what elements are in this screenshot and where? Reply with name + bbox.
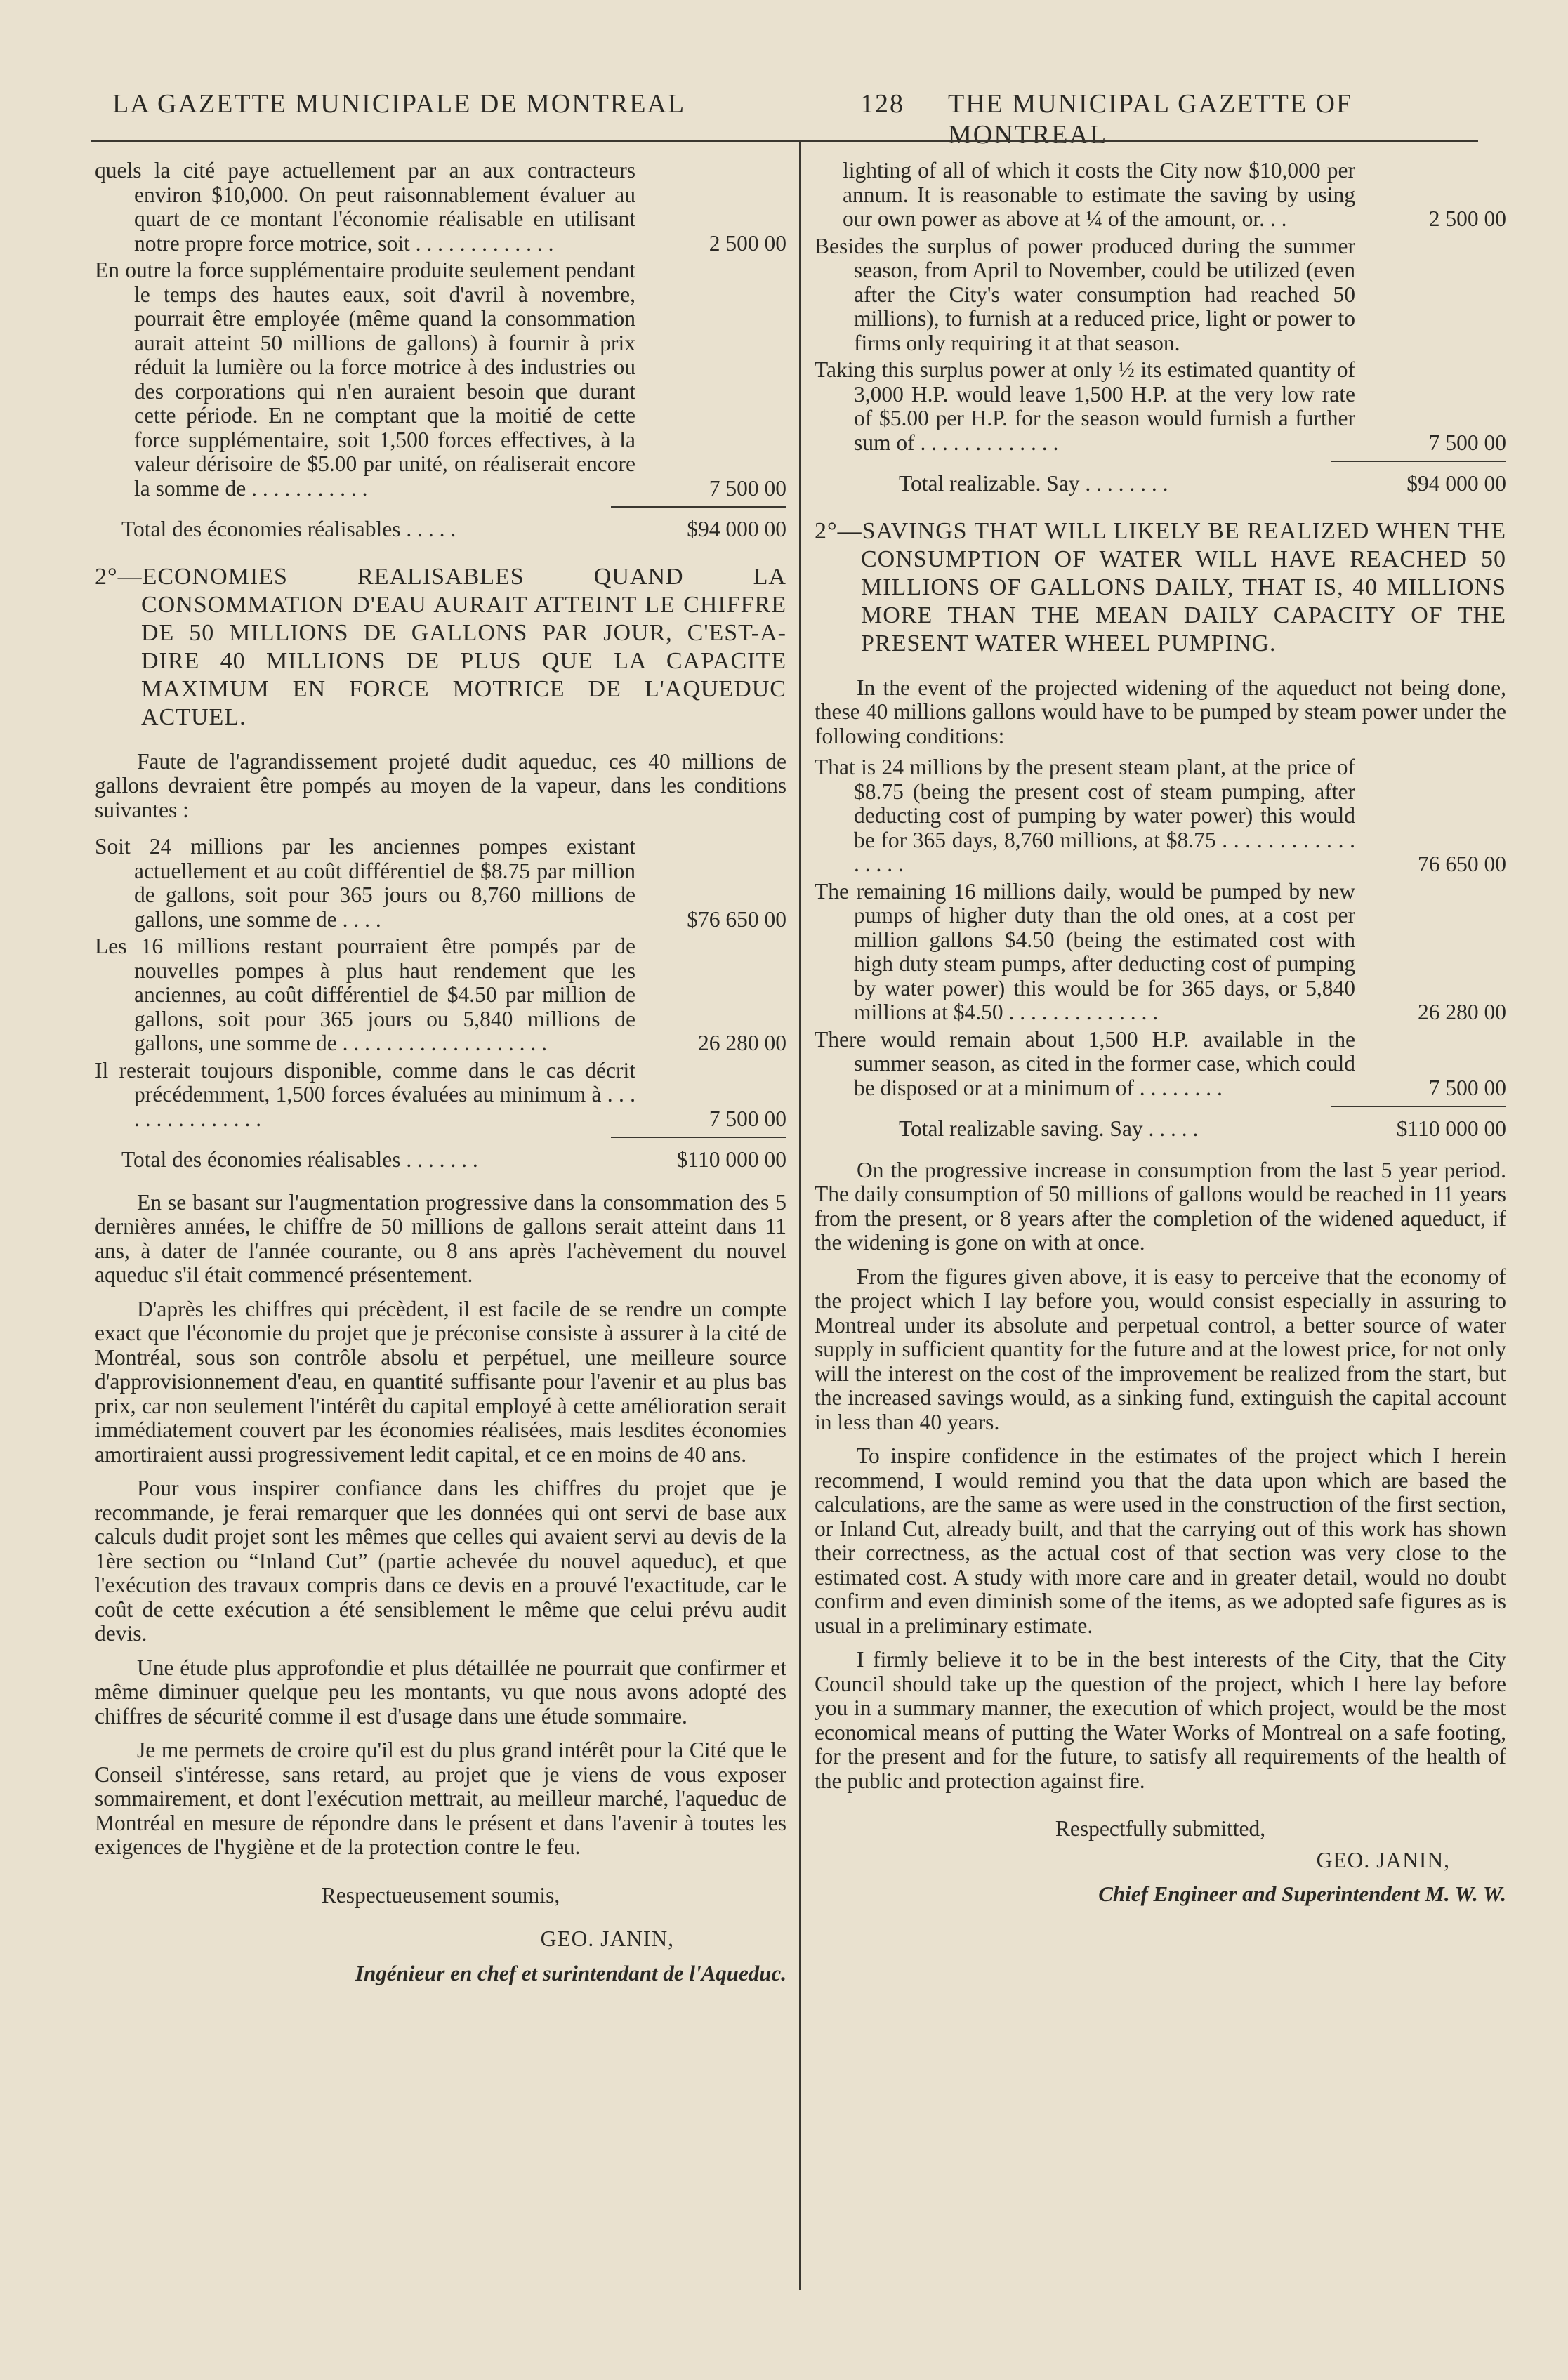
fr-intro: Faute de l'agrandissement projeté dudit aqueduc, ces 40 millions de gallons devraient être pompés au moyen de la vapeur, dans les conditions suivantes : xyxy=(95,748,786,822)
en-surplus-sum xyxy=(815,358,1506,455)
en-closing: Respectfully submitted, xyxy=(1055,1816,1266,1841)
page-header xyxy=(91,83,1482,150)
fr-item-1 xyxy=(95,835,786,932)
page-number: 128 xyxy=(860,89,904,119)
fr-item-3 xyxy=(95,1059,786,1132)
fr-total-2 xyxy=(95,1148,786,1172)
en-para-b: From the figures given above, it is easy to perceive that the economy of the project which I lay before you, would consist especially in assuring to Montreal under its absolute and perpetual control, a better source of water supply in sufficient quantity for the future and at the lowest price, for not only will the interest on the cost of the improvement be realized from the start, but the increased savings would, as a sinking fund, extinguish the capital account in less than 40 years. xyxy=(815,1264,1506,1434)
en-signature-title: Chief Engineer and Superintendent M. W. W. xyxy=(1098,1882,1506,1906)
en-intro: In the event of the projected widening of the aqueduct not being done, these 40 millions gallons would have to be pumped by steam power under the following conditions: xyxy=(815,675,1506,748)
fr-item2-amount: 26 280 00 xyxy=(698,1031,786,1055)
fr-para-b: D'après les chiffres qui précèdent, il est facile de se rendre un compte exact que l'économie du projet que je préconise consiste à assurer à la cité de Montréal, sous son contrôle absolu et perpétuel, une meilleure source d'approvisionnement d'eau, en quantité suffisante pour l'avenir et au plus bas prix, car non seulement l'intérêt du capital employé à cette amélioration serait immédiatement couvert par les économies réalisées, mais lesdites économies amortiraient aussi progressivement ledit capital, et ce en moins de 40 ans. xyxy=(95,1296,786,1467)
en-total1-amount: $94 000 00 xyxy=(1406,471,1506,496)
fr-item1-amount: $76 650 00 xyxy=(687,906,786,932)
en-item2-text: The remaining 16 millions daily, would be pumped by new pumps of higher duty than the old ones, at a cost per million gallons $4.50 (being the estimated cost with high duty steam pumps, after deducting cost of pumping by water power) this would be for 365 days, or 5,840 millions at $4.50 . . . . . . . . . . . . . . xyxy=(815,878,1355,1024)
fr-surplus-power xyxy=(95,258,786,501)
fr-item2-text: Les 16 millions restant pourraient être pompés par de nouvelles pompes à plus haut rendement que les anciennes, au coût différentiel de $4.50 par million de gallons, soit pour 365 jours ou 5,840 millions de gallons, une somme de . . . . . . . . . . . . . . . . . . . xyxy=(95,934,635,1055)
en-item-2 xyxy=(815,880,1506,1025)
en-p3-text: Taking this surplus power at only ½ its estimated quantity of 3,000 H.P. would leave 1,500 H.P. at the very low rate of $5.00 per H.P. for the season would furnish a further sum of . . . . . . . . . . . . . xyxy=(815,357,1355,455)
header-english-title: THE MUNICIPAL GAZETTE OF MONTREAL xyxy=(948,89,1353,150)
fr-closing: Respectueusement soumis, xyxy=(321,1882,560,1908)
fr-item3-text: Il resterait toujours disponible, comme dans le cas décrit précédemment, 1,500 forces évaluées au minimum à . . . . . . . . . . . . . . . xyxy=(95,1057,635,1131)
fr-signature: GEO. JANIN, xyxy=(540,1926,674,1951)
english-column xyxy=(815,156,1506,1907)
fr-para-c: Pour vous inspirer confiance dans les chiffres du projet que je recommande, je ferai remarquer que les données qui ont servi de base aux calculs dudit projet sont les mêmes que celles qui avaient servi au devis de la 1ère section ou “Inland Cut” (partie achevée du nouvel aqueduc), et que l'exécution des travaux compris dans ce devis en a prouvé l'exactitude, car le coût de cette exécution a été sensiblement le même que celui prévu audit devis. xyxy=(95,1476,786,1646)
en-surplus-power xyxy=(815,234,1506,356)
fr-total1-label: Total des économies réalisables . . . . . xyxy=(121,517,456,541)
en-lighting-saving xyxy=(815,159,1506,232)
en-total-2 xyxy=(815,1117,1506,1142)
en-total2-amount: $110 000 00 xyxy=(1396,1116,1506,1141)
fr-p1-amount: 2 500 00 xyxy=(709,230,786,256)
en-p1-amount: 2 500 00 xyxy=(1428,206,1506,231)
fr-item-2 xyxy=(95,934,786,1056)
header-french-title: LA GAZETTE MUNICIPALE DE MONTREAL xyxy=(112,89,686,119)
fr-p2-amount: 7 500 00 xyxy=(709,475,786,501)
sum-rule xyxy=(611,1137,786,1138)
en-item3-text: There would remain about 1,500 H.P. available in the summer season, as cited in the former case, which could be disposed or at a minimum of . . . . . . . . xyxy=(815,1026,1355,1100)
en-item3-amount: 7 500 00 xyxy=(1428,1075,1506,1100)
en-item-1 xyxy=(815,755,1506,877)
column-divider xyxy=(799,142,801,2290)
fr-section-heading: 2°—ECONOMIES REALISABLES QUAND LA CONSOMMATION D'EAU AURAIT ATTEINT LE CHIFFRE DE 50 MILLIONS DE GALLONS PAR JOUR, C'EST-A-DIRE 40 MILLIONS DE PLUS QUE LA CAPACITE MAXIMUM EN FORCE MOTRICE DE L'AQUEDUC ACTUEL. xyxy=(95,563,786,730)
en-para-c: To inspire confidence in the estimates of the project which I herein recommend, I would remind you that the data upon which are based the calculations, are the same as were used in the construction of the first section, or Inland Cut, already built, and that the carrying out of this work has shown their correctness, as the actual cost of that section was very close to the estimated cost. A study with more care and in greater detail, would no doubt confirm and even diminish some of the items, as we adopted safe figures as is usual in a preliminary estimate. xyxy=(815,1443,1506,1638)
en-p2-text: Besides the surplus of power produced during the summer season, from April to November, could be utilized (even after the City's water consumption had reached 50 millions), to furnish at a reduced price, light or power to firms only requiring it at that season. xyxy=(815,233,1355,355)
fr-signature-title: Ingénieur en chef et surintendant de l'Aqueduc. xyxy=(355,1960,786,1985)
fr-total-1 xyxy=(95,517,786,542)
en-total1-label: Total realizable. Say . . . . . . . . xyxy=(899,471,1168,496)
en-total2-label: Total realizable saving. Say . . . . . xyxy=(899,1116,1199,1141)
en-p1-text: lighting of all of which it costs the City now $10,000 per annum. It is reasonable to estimate the saving by using our own power as above at ¼ of the amount, or. . . xyxy=(843,158,1355,231)
header-rule xyxy=(91,140,1478,142)
en-item-3 xyxy=(815,1028,1506,1101)
en-item1-text: That is 24 millions by the present steam plant, at the price of $8.75 (being the present cost of steam pumping, after deducting cost of pumping by water power) this would be for 365 days, 8,760 millions, at $8.75 . . . . . . . . . . . . . . . . . xyxy=(815,755,1355,876)
fr-total2-amount: $110 000 00 xyxy=(676,1147,786,1172)
fr-item3-amount: 7 500 00 xyxy=(709,1106,786,1131)
en-para-d: I firmly believe it to be in the best interests of the City, that the City Council should take up the question of the project, which I here lay before you in a summary manner, the execution of which project, would be the most economical means of putting the Water Works of Montreal on a safe footing, for the present and for the future, to satisfy all requirements of the health of the public and protection against fire. xyxy=(815,1647,1506,1793)
fr-para-a: En se basant sur l'augmentation progressive dans la consommation des 5 dernières années, le chiffre de 50 millions de gallons serait atteint dans 11 ans, à dater de l'année courante, ou 8 ans après l'achèvement du nouvel aqueduc s'il était commencé présentement. xyxy=(95,1189,786,1287)
en-item2-amount: 26 280 00 xyxy=(1418,1000,1506,1024)
sum-rule xyxy=(1331,461,1506,462)
en-item1-amount: 76 650 00 xyxy=(1418,852,1506,876)
fr-motive-power-saving xyxy=(95,159,786,256)
fr-total2-label: Total des économies réalisables . . . . . . . xyxy=(121,1147,478,1172)
fr-para-d: Une étude plus approfondie et plus détaillée ne pourrait que confirmer et même diminuer quelque peu les montants, vu que nous avons adopté des chiffres de sécurité comme il est d'usage dans une étude sommaire. xyxy=(95,1655,786,1728)
en-total-1 xyxy=(815,472,1506,496)
sum-rule xyxy=(1331,1106,1506,1107)
fr-para-e: Je me permets de croire qu'il est du plus grand intérêt pour la Cité que le Conseil s'intéresse, sans retard, au projet que je viens de vous exposer sommairement, et dont l'exécution mettrait, au meilleur marché, l'aqueduc de Montréal en mesure de répondre dans le présent et dans l'avenir à toutes les exigences de l'hygiène et de la protection contre le feu. xyxy=(95,1738,786,1859)
en-section-heading: 2°—SAVINGS THAT WILL LIKELY BE REALIZED WHEN THE CONSUMPTION OF WATER WILL HAVE REACHED 50 MILLIONS OF GALLONS DAILY, THAT IS, 40 MILLIONS MORE THAN THE MEAN DAILY CAPACITY OF THE PRESENT WATER WHEEL PUMPING. xyxy=(815,517,1506,656)
fr-item1-text: Soit 24 millions par les anciennes pompes existant actuellement et au coût différentiel de $8.75 par million de gallons, soit pour 365 jours ou 8,760 millions de gallons, une somme de . . . . xyxy=(95,834,635,932)
sum-rule xyxy=(611,506,786,508)
en-p3-amount: 7 500 00 xyxy=(1428,430,1506,455)
french-column xyxy=(95,156,786,1985)
fr-p1-text: quels la cité paye actuellement par an aux contracteurs environ $10,000. On peut raisonnablement évaluer au quart de ce montant l'économie réalisable en utilisant notre propre force motrice, soit . . . . . . . . . . . . . xyxy=(95,158,635,256)
fr-total1-amount: $94 000 00 xyxy=(687,517,786,541)
en-signature: GEO. JANIN, xyxy=(1316,1847,1450,1872)
fr-p2-text: En outre la force supplémentaire produite seulement pendant le temps des hautes eaux, soit d'avril à novembre, pourrait être employée (même quand la consommation aurait atteint 50 millions de gallons) à fournir à prix réduit la lumière ou la force motrice à des industries ou des corporations qui n'en auraient besoin que durant cette période. En ne comptant que la moitié de cette force supplémentaire, soit 1,500 forces effectives, à la valeur dérisoire de $5.00 par unité, on réaliserait encore la somme de . . . . . . . . . . . xyxy=(95,258,635,501)
en-para-a: On the progressive increase in consumption from the last 5 year period. The daily consumption of 50 millions of gallons would be reached in 11 years from the present, or 8 years after the completion of the widened aqueduct, if the widening is gone on with at once. xyxy=(815,1157,1506,1255)
